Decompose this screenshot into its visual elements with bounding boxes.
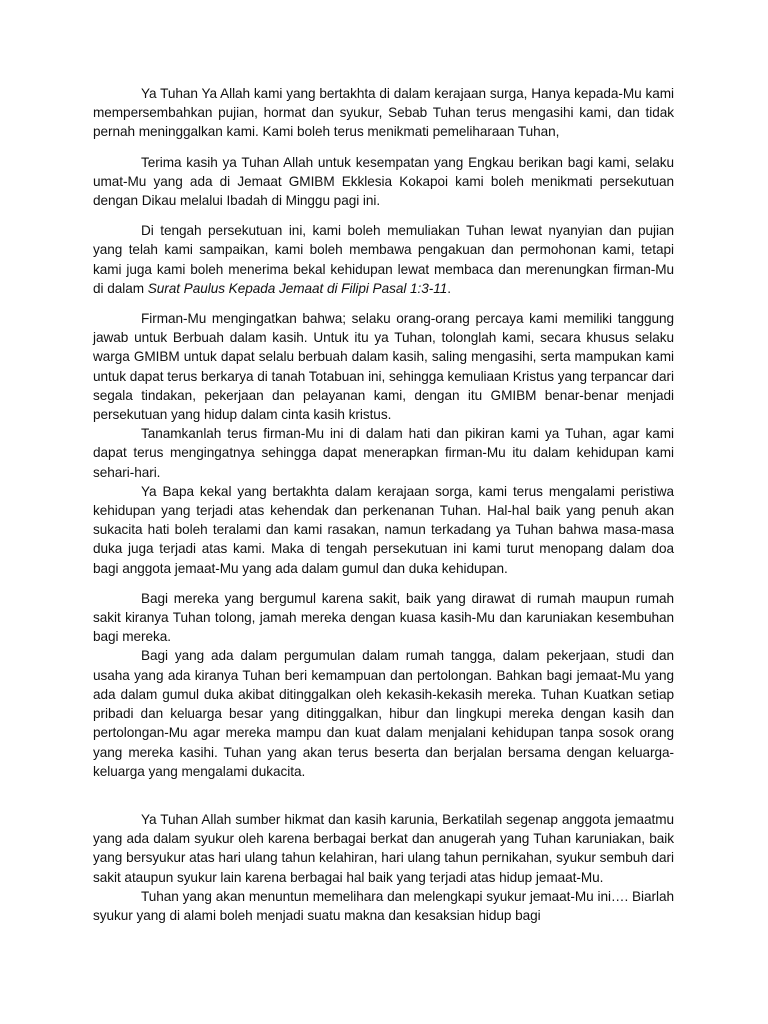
- paragraph-blessing-gratitude: Ya Tuhan Allah sumber hikmat dan kasih karunia, Berkatilah segenap anggota jemaatmu yang ada dalam syukur oleh karena berbagai berkat dan anugerah yang Tuhan karuniakan, baik yang bersyukur atas hari ulang tahun kelahiran, hari ulang tahun pernikahan, syukur sembuh dari sakit ataupun syukur lain karena berbagai hal baik yang terjadi atas hidup jemaat-Mu.: [93, 811, 674, 885]
- paragraph-fellowship: [93, 221, 674, 298]
- paragraph-fellowship-text: Di tengah persekutuan ini, kami boleh memuliakan Tuhan lewat nyanyian dan pujian yang telah kami sampaikan, kami boleh membawa pengakuan dan permohonan kami, tetapi kami juga kami boleh menerima bekal kehidupan lewat membaca dan merenungkan firman-Mu di dalam: [93, 223, 674, 296]
- paragraph-closing: Tuhan yang akan menuntun memelihara dan melengkapi syukur jemaat-Mu ini…. Biarlah syukur yang di alami boleh menjadi suatu makna dan kesaksian hidup bagi: [93, 888, 674, 923]
- prayer-text-body: [93, 84, 674, 925]
- paragraph-fellowship-end: .: [447, 280, 452, 296]
- scripture-reference: Surat Paulus Kepada Jemaat di Filipi Pasal 1:3-11: [147, 280, 448, 296]
- paragraph-thanksgiving: Terima kasih ya Tuhan Allah untuk kesempatan yang Engkau berikan bagi kami, selaku umat-Mu yang ada di Jemaat GMIBM Ekklesia Kokapoi kami boleh menikmati persekutuan dengan Dikau melalui Ibadah di Minggu pagi ini.: [93, 154, 674, 209]
- paragraph-opening-praise: Ya Tuhan Ya Allah kami yang bertakhta di dalam kerajaan surga, Hanya kepada-Mu kami mempersembahkan pujian, hormat dan syukur, Sebab Tuhan terus mengasihi kami, dan tidak pernah meninggalkan kami. Kami boleh terus menikmati pemeliharaan Tuhan,: [93, 86, 674, 140]
- paragraph-struggles-grief: Bagi yang ada dalam pergumulan dalam rumah tangga, dalam pekerjaan, studi dan usaha yang ada kiranya Tuhan beri kemampuan dan pertolongan. Bahkan bagi jemaat-Mu yang ada dalam gumul duka akibat ditinggalkan oleh kekasih-kekasih mereka. Tuhan Kuatkan setiap pribadi dan keluarga besar yang ditinggalkan, hibur dan lingkupi mereka dengan kasih dan pertolongan-Mu agar mereka mampu dan kuat dalam menjalani kehidupan tanpa sosok orang yang mereka kasihi. Tuhan yang akan terus beserta dan berjalan bersama dengan keluarga-keluarga yang mengalami dukacita.: [93, 648, 674, 779]
- paragraph-bear-fruit: Firman-Mu mengingatkan bahwa; selaku orang-orang percaya kami memiliki tanggung jawab untuk Berbuah dalam kasih. Untuk itu ya Tuhan, tolonglah kami, secara khusus selaku warga GMIBM untuk dapat selalu berbuah dalam kasih, saling mengasihi, serta mampukan kami untuk dapat terus berkarya di tanah Totabuan ini, sehingga kemuliaan Kristus yang terpancar dari segala tindakan, pekerjaan dan pelayanan kami, dengan itu GMIBM benar-benar menjadi persekutuan yang hidup dalam cinta kasih kristus.: [93, 311, 674, 423]
- paragraph-word-in-heart: Tanamkanlah terus firman-Mu ini di dalam hati dan pikiran kami ya Tuhan, agar kami dapat terus mengingatnya sehingga dapat menerapkan firman-Mu itu dalam kehidupan kami sehari-hari.: [93, 426, 674, 480]
- paragraph-the-sick: Bagi mereka yang bergumul karena sakit, baik yang dirawat di rumah maupun rumah sakit kiranya Tuhan tolong, jamah mereka dengan kuasa kasih-Mu dan karuniakan kesembuhan bagi mereka.: [93, 590, 674, 645]
- paragraph-life-events: Ya Bapa kekal yang bertakhta dalam kerajaan sorga, kami terus mengalami peristiwa kehidupan yang terjadi atas kehendak dan perkenanan Tuhan. Hal-hal baik yang penuh akan sukacita hati boleh teralami dan kami rasakan, namun terkadang ya Tuhan bahwa masa-masa duka juga terjadi atas kami. Maka di tengah persekutuan ini kami turut menopang dalam doa bagi anggota jemaat-Mu yang ada dalam gumul dan duka kehidupan.: [93, 483, 674, 576]
